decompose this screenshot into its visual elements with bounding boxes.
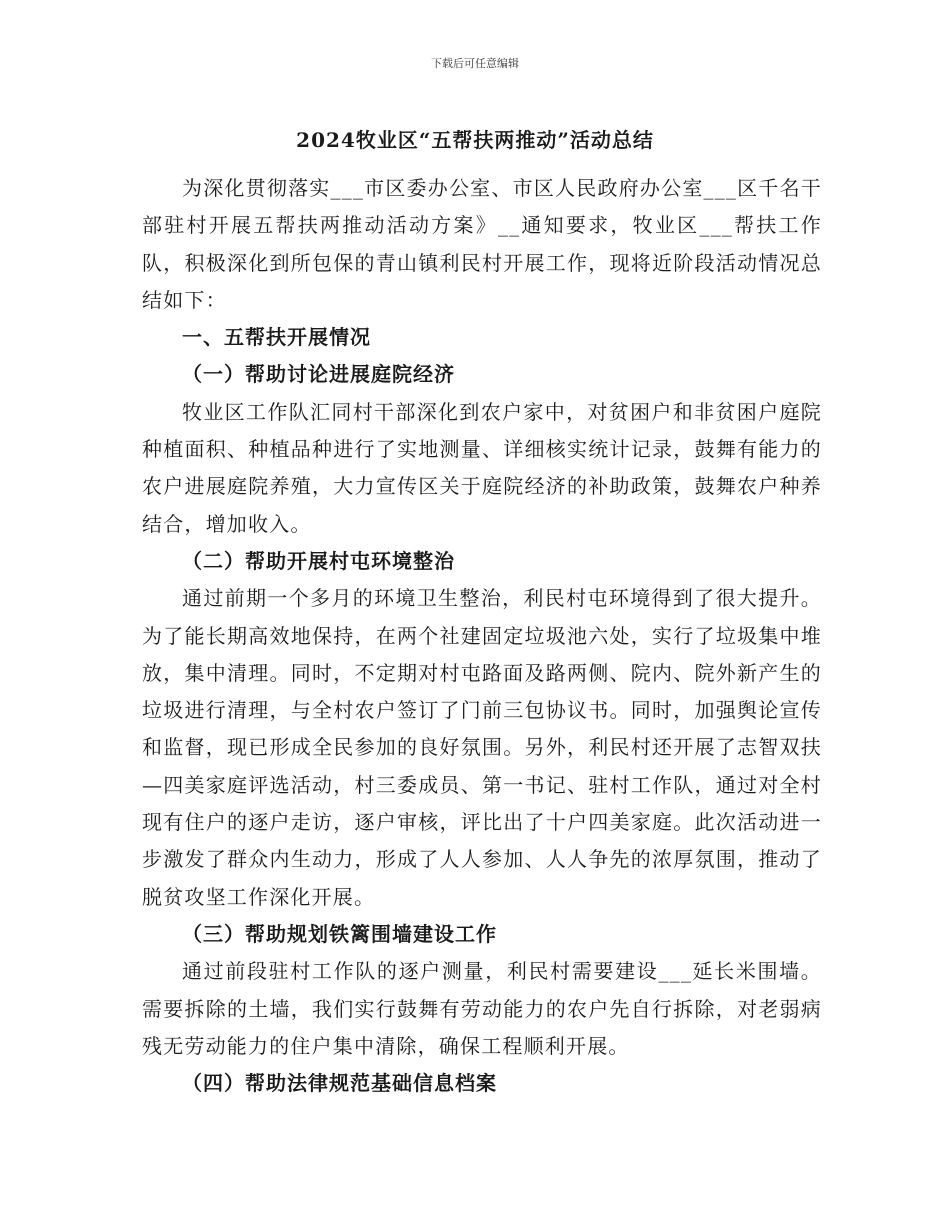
subsection-heading-4: （四）帮助法律规范基础信息档案 <box>182 1071 497 1096</box>
subsection-paragraph-1: 牧业区工作队汇同村干部深化到农户家中，对贫困户和非贫困户庭院种植面积、种植品种进行了实地测量、详细核实统计记录，鼓舞有能力的农户进展庭院养殖，大力宣传区关于庭院经济的补助政策，鼓舞农户种养结合，增加收入。 <box>142 399 822 536</box>
header-note: 下载后可任意编辑 <box>431 57 519 70</box>
section-heading-1: 一、五帮扶开展情况 <box>182 325 371 350</box>
subsection-heading-2: （二）帮助开展村屯环境整治 <box>182 548 455 573</box>
subsection-paragraph-3: 通过前段驻村工作队的逐户测量，利民村需要建设___延长米围墙。需要拆除的土墙，我们实行鼓舞有劳动能力的农户先自行拆除，对老弱病残无劳动能力的住户集中清除，确保工程顺利开展。 <box>142 959 822 1058</box>
intro-paragraph: 为深化贯彻落实___市区委办公室、市区人民政府办公室___区千名干部驻村开展五帮扶两推动活动方案》__通知要求，牧业区___帮扶工作队，积极深化到所包保的青山镇利民村开展工作，现将近阶段活动情况总结如下： <box>142 176 822 312</box>
document-body <box>142 170 822 1102</box>
subsection-heading-3: （三）帮助规划铁篱围墙建设工作 <box>182 921 497 946</box>
document-title: 2024牧业区“五帮扶两推动”活动总结 <box>296 128 654 152</box>
subsection-paragraph-2: 通过前期一个多月的环境卫生整治，利民村屯环境得到了很大提升。为了能长期高效地保持，在两个社建固定垃圾池六处，实行了垃圾集中堆放，集中清理。同时，不定期对村屯路面及路两侧、院内、院外新产生的垃圾进行清理，与全村农户签订了门前三包协议书。同时，加强舆论宣传和监督，现已形成全民参加的良好氛围。另外，利民村还开展了志智双扶—四美家庭评选活动，村三委成员、第一书记、驻村工作队，通过对全村现有住户的逐户走访，逐户审核，评比出了十户四美家庭。此次活动进一步激发了群众内生动力，形成了人人参加、人人争先的浓厚氛围，推动了脱贫攻坚工作深化开展。 <box>142 586 822 909</box>
subsection-heading-1: （一）帮助讨论进展庭院经济 <box>182 362 455 387</box>
